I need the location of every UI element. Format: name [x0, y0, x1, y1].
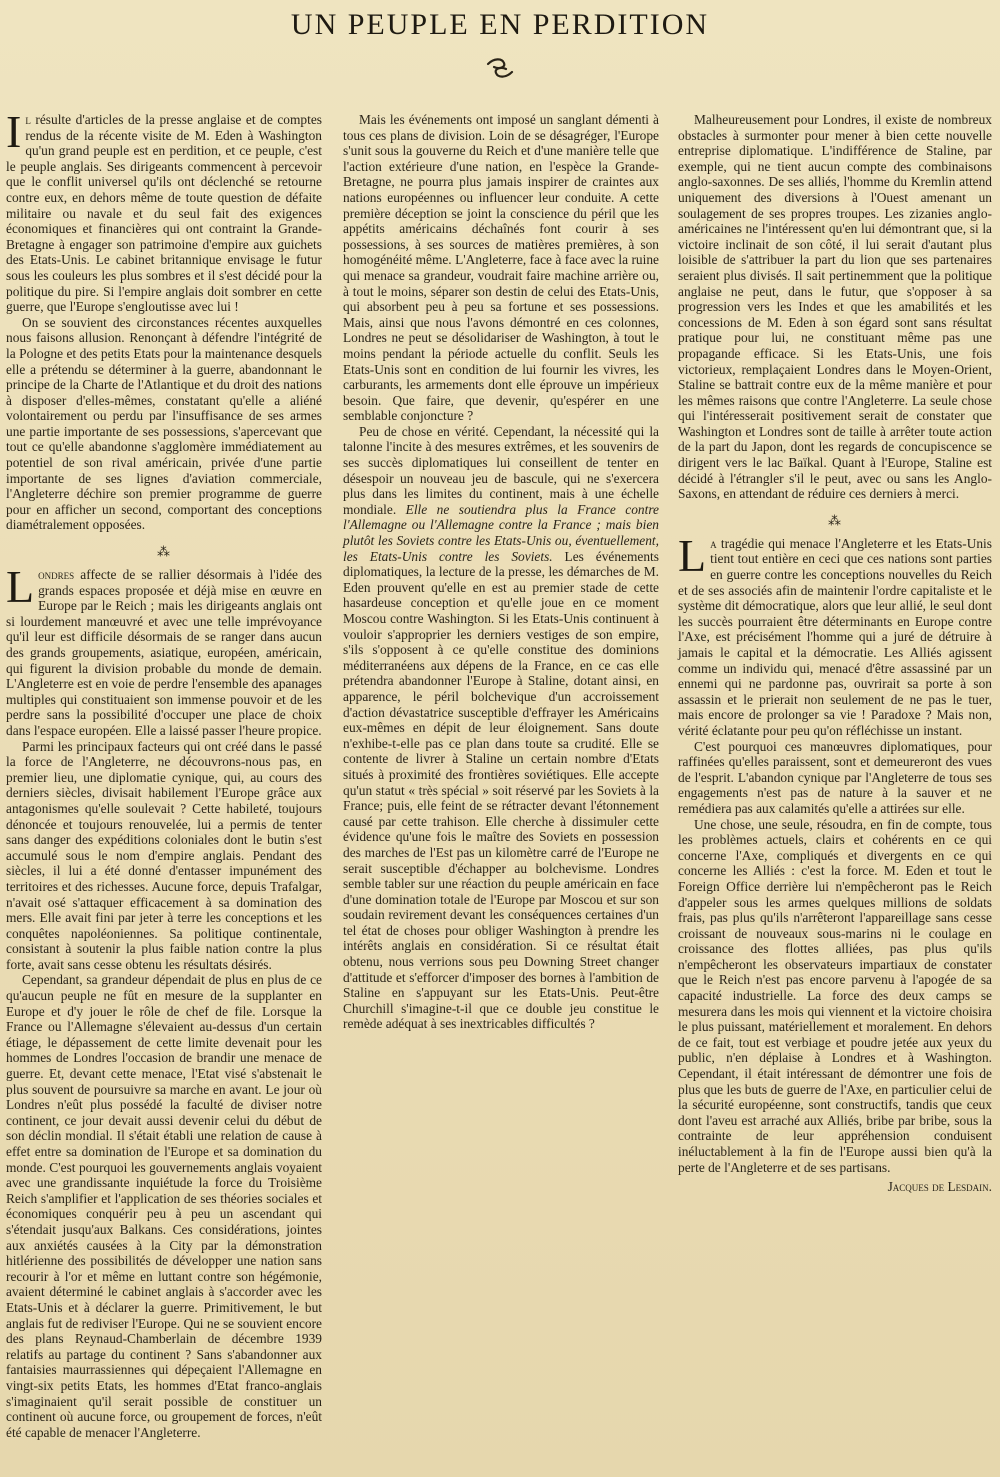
column-2	[343, 112, 659, 1472]
column-1	[6, 106, 322, 1462]
drop-cap: L	[6, 561, 35, 613]
author-signature: Jacques de Lesdain.	[887, 1179, 992, 1195]
paragraph-10: C'est pourquoi ces manœuvres diplomatiques, pour raffinées qu'elles paraissent, sont et demeureront des vues de l'esprit. L'abandon cynique par l'Angleterre de tous ses engagements n'est pas de nature à la sauver et ne remédiera pas aux calamités qu'elle a attirées sur elle.	[678, 738, 992, 816]
drop-cap: I	[6, 106, 22, 157]
paragraph-7: Peu de chose en vérité. Cependant, la nécessité qui la talonne l'incite à des mesures extrêmes, et les souvenirs de ses succès diplomatiques lui conseillent de tenter en désespoir un nouveau jeu de bascule, qui ne s'exercera plus dans les limites du continent, mais à une échelle mondiale. Elle ne soutiendra plus la France contre l'Allemagne ou l'Allemagne contre la France ; mais bien plutôt les Soviets contre les Etats-Unis ou, éventuellement, les Etats-Unis contre les Soviets. Les événements diplomatiques, la lecture de la presse, les démarches de M. Eden prouvent qu'elle en est au premier stade de cette hasardeuse conception et qu'elle joue en ce moment Moscou contre Washington. Si les Etats-Unis continuent à vouloir s'approprier les derniers vestiges de son empire, s'ils s'opposent à ce qu'elle constitue des dominions méditerranéens aux dépens de la France, en ce cas elle prétendra abandonner l'Europe à Staline, dotant ainsi, en apparence, le péril bolchevique d'un accroissement d'action dévastatrice susceptible d'effrayer les Américains eux-mêmes en dépit de leur éloignement. Sans doute n'exhibe-t-elle pas ce plan dans toute sa crudité. Elle se contente de livrer à Staline un certain nombre d'Etats situés à proximité des frontières soviétiques. Elle accepte qu'un statut « très spécial » soit réservé par les Soviets à la France; puis, elle feint de se rétracter devant l'étonnement causé par cette trahison. Elle cherche à dissimuler cette évidence qu'une fois le maître des Soviets en possession des marches de l'Est pas un kilomètre carré de l'Europe ne serait susceptible d'échapper au bolchevisme. Londres semble tabler sur une réaction du peuple américain en face d'une domination totale de l'Europe par Moscou et sur son soudain revirement devant les conséquences certaines d'un tel état de choses pour obliger Washington à prendre les intérêts anglais en considération. Si ce résultat était obtenu, nous verrions sous peu Downing Street changer d'attitude et s'efforcer d'imposer des bornes à l'ambition de Staline en s'appuyant sur les Etats-Unis. Peut-être Churchill s'imagine-t-il que ce double jeu constitue le remède adéquat à ses inextricables difficultés ?	[343, 423, 659, 1032]
column-3	[678, 112, 992, 1472]
paragraph-11: Une chose, une seule, résoudra, en fin de compte, tous les problèmes actuels, clairs et cohérents en ce qui concerne l'Axe, compliqués et divergents en ce qui concerne les Alliés : c'est la force. M. Eden et tout le Foreign Office derrière lui n'empêcheront pas le Reich d'appeler sous les armes quelques millions de soldats frais, pas plus qu'ils n'arrêteront l'appareillage sans cesse croissant de nouveaux sous-marins ni le coulage en croissance des flottes alliées, pas plus qu'ils n'empêcheront les observateurs impartiaux de constater que le Reich n'est pas encore parvenu à l'apogée de sa capacité industrielle. La force des deux camps se mesurera dans les mois qui viennent et la victoire choisira le plus puissant, matériellement et moralement. En dehors de ce fait, tout est verbiage et poudre jetée aux yeux du public, n'en déplaise à Londres et à Washington. Cependant, il était intéressant de démontrer une fois de plus que les buts de guerre de l'Axe, en particulier celui de la sécurité européenne, sont constructifs, tandis que ceux dont l'aveu est arraché aux Alliés, bribe par bribe, sous la contrainte de leur appréhension conduisent inéluctablement à la fin de l'Europe aussi bien qu'à la perte de l'Angleterre et de ses partisans.	[678, 816, 992, 1175]
paragraph-5: Cependant, sa grandeur dépendait de plus en plus de ce qu'aucun peuple ne fût en mesure de la supplanter en Europe et d'y jouer le rôle de chef de file. Lorsque la France ou l'Allemagne s'élevaient au-dessus d'un certain étiage, le dépassement de cette limite devenait pour les hommes de Londres l'occasion de brandir une menace de guerre. Et, devant cette menace, l'Etat visé s'abstenait le plus souvent de poursuivre sa marche en avant. Le jour où Londres n'eût plus possédé la faculté de diviser notre continent, ce jour devait aussi devenir celui du début de son déclin mondial. Il s'était établi une relation de cause à effet entre sa domination de l'Europe et sa domination du monde. C'est pourquoi les gouvernements anglais voyaient avec une grandissante inquiétude la force du Troisième Reich s'amplifier et l'application de ses théories sociales et économiques conquérir peu à peu un ascendant qui s'étendait jusqu'aux Balkans. Ces considérations, jointes aux anxiétés causées à la City par la démonstration hitlérienne des possibilités de développer une nation sans recourir à l'or et même en luttant contre son hégémonie, avaient déterminé le cabinet anglais à s'accorder avec les Etats-Unis et à déclarer la guerre. Primitivement, le but anglais fut de rediviser l'Europe. Qui ne se souvient encore des plans Reynaud-Chamberlain de décembre 1939 relatifs au partage du continent ? Sans s'abandonner aux fantaisies maurrassiennes qui dépeçaient l'Allemagne en vingt-six petits Etats, les hommes d'Etat franco-anglais s'imaginaient qu'il serait possible de constituer un continent où aucune force, ou groupement de forces, n'eût été capable de menacer l'Angleterre.	[6, 972, 322, 1440]
ornament-icon	[482, 55, 518, 81]
paragraph-2: On se souvient des circonstances récentes auxquelles nous faisons allusion. Renonçant à défendre l'intégrité de la Pologne et des petits Etats pour la maintenance desquels elle a prétendu se déterminer à la guerre, abandonnant le principe de la Charte de l'Atlantique et du droit des nations à disposer d'elles-mêmes, constatant qu'elle a aliéné volontairement ou perdu par l'insuffisance de ses armes une partie importante de ses possessions, s'apercevant que tout ce qu'elle abandonne s'agglomère immédiatement au potentiel de son rival américain, privée d'une partie importante de ses lignes d'aviation commerciale, l'Angleterre déchire son premier programme de guerre pour en afficher un second, comportant des conceptions diamétralement opposées.	[6, 314, 322, 533]
drop-cap: L	[678, 529, 707, 581]
paragraph-4: Parmi les principaux facteurs qui ont créé dans le passé la force de l'Angleterre, ne découvrons-nous pas, en premier lieu, une diplomatie cynique, qui, au cours des derniers siècles, divisait habilement l'Europe grâce aux antagonismes qu'elle soulevait ? Cette habileté, toujours dénoncée et toujours renouvelée, lui a permis de tenter sans danger des expéditions coloniales dont le butin s'est accumulé sous le nom d'empire anglais. Pendant des siècles, il lui a été donné d'entasser impunément des territoires et des richesses. Aucune force, depuis Trafalgar, n'avait osé s'attaquer efficacement à sa domination des mers. Elle avait fini par jeter à terre les conceptions et les conquêtes napoléoniennes. Sa politique continentale, consistant à soutenir la plus faible nation contre la plus forte, avait sans cesse obtenu les résultats désirés.	[6, 738, 322, 972]
paragraph-9: La tragédie qui menace l'Angleterre et les Etats-Unis tient tout entière en ceci que ces nations sont parties en guerre contre les conceptions nouvelles du Reich et de ses associés afin de maintenir l'ordre capitaliste et le système dit démocratique, alors que leur allié, le seul dont les succès pourraient être déterminants en Europe contre l'Axe, est précisément l'homme qui a juré de détruire à jamais le capital et la démocratie. Les Alliés agissent comme un individu qui, menacé d'être assassiné par un ennemi qui ne pardonne pas, ouvrirait sa porte à son assassin et le prierait non seulement de ne pas le tuer, mais encore de prolonger sa vie ! Paradoxe ? Mais non, vérité éclatante pour peu qu'on réfléchisse un instant.	[678, 529, 992, 738]
paragraph-1: Il résulte d'articles de la presse anglaise et de comptes rendus de la récente visite de M. Eden à Washington qu'un grand peuple est en perdition, et ce peuple, c'est le peuple anglais. Ses dirigeants commencent à percevoir que le conflit universel qu'ils ont déclenché se retourne contre eux, en dehors même de toute question de défaite militaire ou navale et du seul fait des exigences économiques et financières qui ont contraint la Grande-Bretagne à engager son patrimoine d'empire aux guichets des Etats-Unis. Le cabinet britannique envisage le futur sous les couleurs les plus sombres et il s'est décidé pour la politique du pire. Si l'empire anglais doit sombrer en cette guerre, que l'Europe s'engloutisse avec lui !	[6, 106, 322, 315]
article-title: UN PEUPLE EN PERDITION	[290, 8, 710, 41]
paragraph-8: Malheureusement pour Londres, il existe de nombreux obstacles à surmonter pour mener à bien cette nouvelle entreprise diplomatique. L'indifférence de Staline, par exemple, qui ne tient aucun compte des combinaisons anglo-saxonnes. De ses alliés, l'homme du Kremlin attend uniquement des diversions à l'Ouest amenant un soulagement de ses propres troupes. Les zizanies anglo-américaines ne l'intéressent qu'en lui démontrant que, si la victoire inclinait de son côté, il lui serait d'autant plus loisible de s'attribuer la part du lion que ses partenaires seraient plus divisés. Il sait pertinemment que la politique anglaise ne peut, dans le futur, que s'opposer à sa progression vers les Indes et que les amabilités et les concessions de M. Eden à son égard sont sans résultat pratique pour lui, ne constituant même pas une propagande efficace. Si les Etats-Unis, une fois victorieux, remplaçaient Londres dans le Moyen-Orient, Staline se battrait contre eux de la même manière et pour les mêmes raisons que contre l'Angleterre. La seule chose qui l'intéresserait positivement serait de constater que Washington et Londres sont de taille à arrêter toute action de la part du Japon, dont les regards de concupiscence se dirigent vers le lac Baïkal. Quant à l'Europe, Staline est décidé à l'étrangler s'il le peut, avec ou sans les Anglo-Saxons, en attendant de réduire ces derniers à merci.	[678, 112, 992, 502]
section-separator: ⁂	[828, 512, 842, 528]
paragraph-6: Mais les événements ont imposé un sanglant démenti à tous ces plans de division. Loin de se désagréger, l'Europe s'unit sous la gouverne du Reich et d'une manière telle que l'action extérieure d'une nation, en l'espèce la Grande-Bretagne, ne pourra plus jamais inspirer de craintes aux nations européennes ou influencer leur conduite. A cette première déception se joint la conscience du péril que les appétits américains déchaînés font courir à ses possessions, à ses sources de matières premières, à son homogénéité même. L'Angleterre, face à face avec la ruine qui menace sa grandeur, voudrait faire machine arrière ou, à tout le moins, séparer son destin de celui des Etats-Unis, qui absorbent peu à peu sa fortune et ses possessions. Mais, ainsi que nous l'avons démontré en ces colonnes, Londres ne peut se désolidariser de Washington, à tout le moins pendant la période actuelle du conflit. Seuls les Etats-Unis sont en condition de lui fournir les vivres, les carburants, les armements dont elle éprouve un impérieux besoin. Que faire, que devenir, qu'espérer en une semblable conjoncture ?	[343, 112, 659, 424]
italic-passage: Elle ne soutiendra plus la France contre l'Allemagne ou l'Allemagne contre la France ; mais bien plutôt les Soviets contre les Etats-Unis ou, éventuellement, les Etats-Unis contre les Soviets.	[343, 501, 659, 564]
section-separator: ⁂	[157, 544, 171, 560]
paragraph-3: Londres affecte de se rallier désormais à l'idée des grands espaces proposée et déjà mise en œuvre en Europe par le Reich ; mais les dirigeants anglais ont si lourdement manœuvré et avec une telle imprévoyance qu'il leur est difficile désormais de se ranger dans aucun des grands groupements, asiatique, européen, américain, qui figurent la division probable du monde de demain. L'Angleterre est en voie de perdre l'ensemble des apanages multiples qui constituaient son immense pouvoir et de les perdre sans la possibilité d'occuper une place de choix dans l'espace européen. Elle a laissé passer l'heure propice.	[6, 561, 322, 738]
